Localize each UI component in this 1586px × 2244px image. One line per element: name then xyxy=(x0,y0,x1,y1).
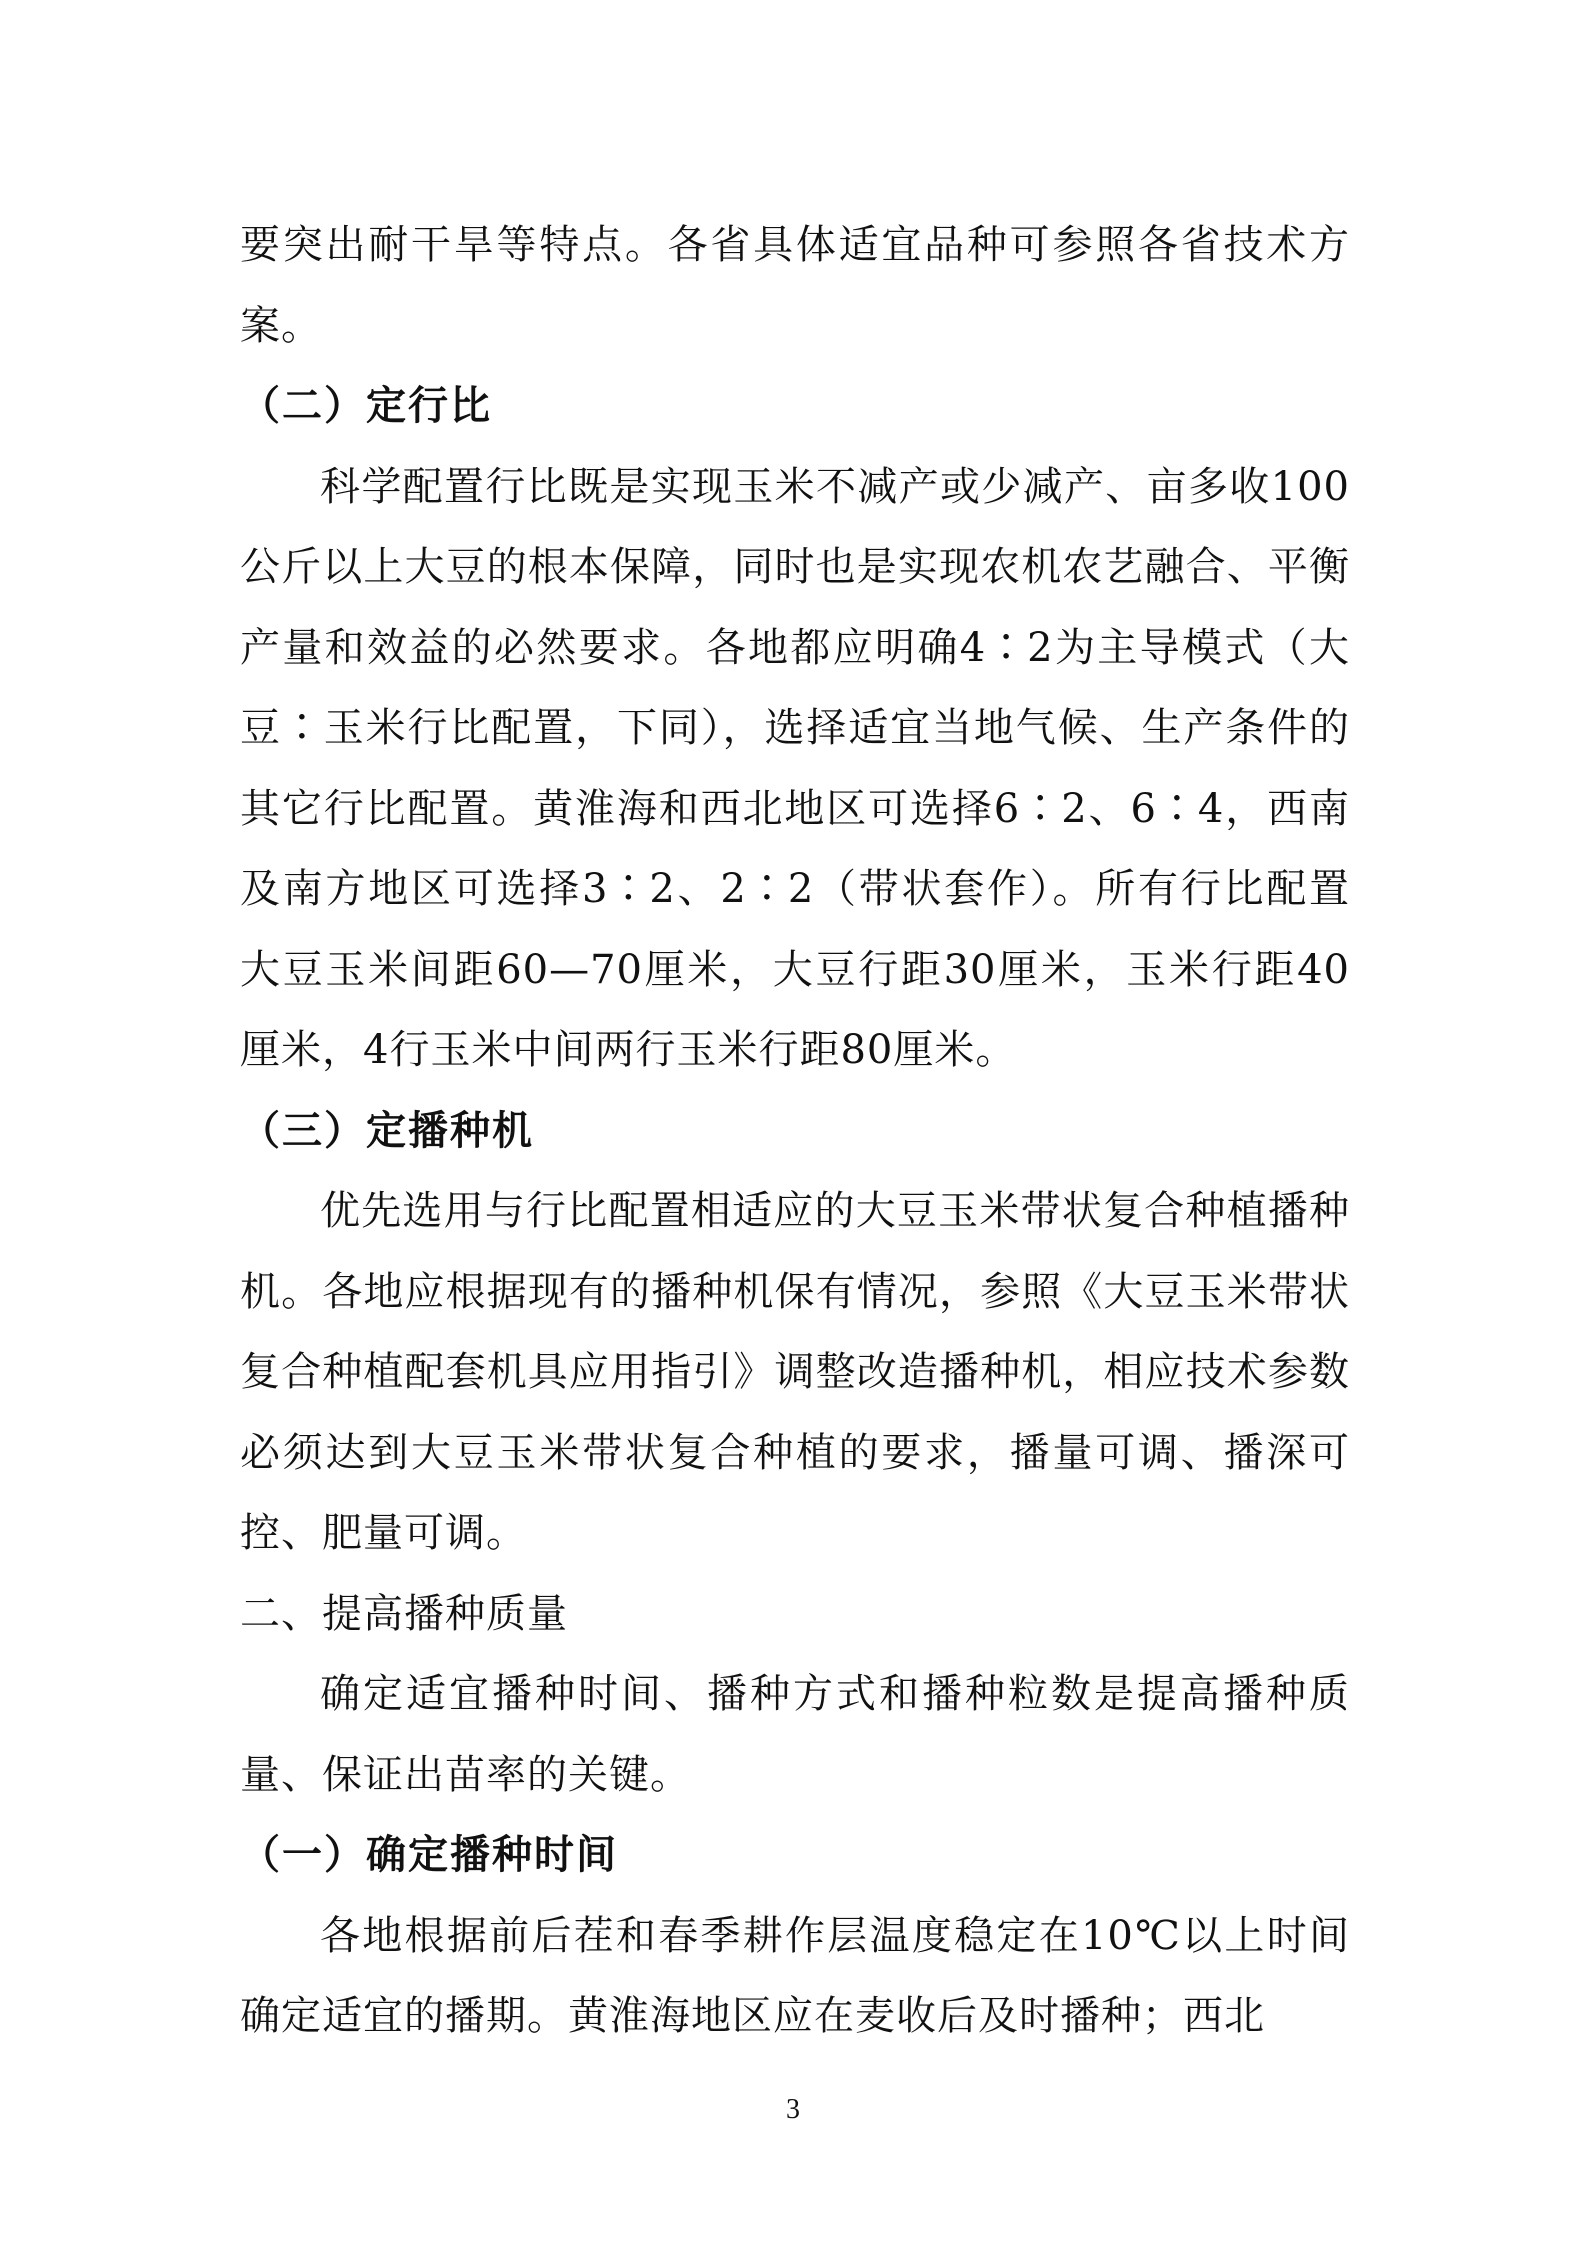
paragraph-varieties: 要突出耐干旱等特点。各省具体适宜品种可参照各省技术方案。 xyxy=(240,222,1350,349)
heading-sowing-quality: 二、提高播种质量 xyxy=(240,1590,568,1637)
page-number: 3 xyxy=(786,2094,800,2125)
paragraph-row-ratio: 科学配置行比既是实现玉米不减产或少减产、亩多收100公斤以上大豆的根本保障，同时也是实现农机农艺融合、平衡产量和效益的必然要求。各地都应明确4∶2为主导模式（大豆∶玉米行比配置，下同），选择适宜当地气候、生产条件的其它行比配置。黄淮海和西北地区可选择6∶2、6∶4，西南及南方地区可选择3∶2、2∶2（带状套作）。所有行比配置大豆玉米间距60—70厘米，大豆行距30厘米，玉米行距40厘米，4行玉米中间两行玉米行距80厘米。 xyxy=(240,463,1350,1073)
paragraph-sowing-quality: 确定适宜播种时间、播种方式和播种粒数是提高播种质量、保证出苗率的关键。 xyxy=(240,1671,1350,1798)
paragraph-sowing-time: 各地根据前后茬和春季耕作层温度稳定在10℃以上时间确定适宜的播期。黄淮海地区应在麦收后及时播种；西北 xyxy=(240,1912,1350,2039)
heading-row-ratio: （二）定行比 xyxy=(240,383,492,429)
paragraph-seeder: 优先选用与行比配置相适应的大豆玉米带状复合种植播种机。各地应根据现有的播种机保有情况，参照《大豆玉米带状复合种植配套机具应用指引》调整改造播种机，相应技术参数必须达到大豆玉米带状复合种植的要求，播量可调、播深可控、肥量可调。 xyxy=(240,1188,1350,1556)
heading-sowing-time: （一）确定播种时间 xyxy=(240,1832,618,1878)
heading-seeder: （三）定播种机 xyxy=(240,1107,534,1154)
body-text xyxy=(240,205,1350,2057)
